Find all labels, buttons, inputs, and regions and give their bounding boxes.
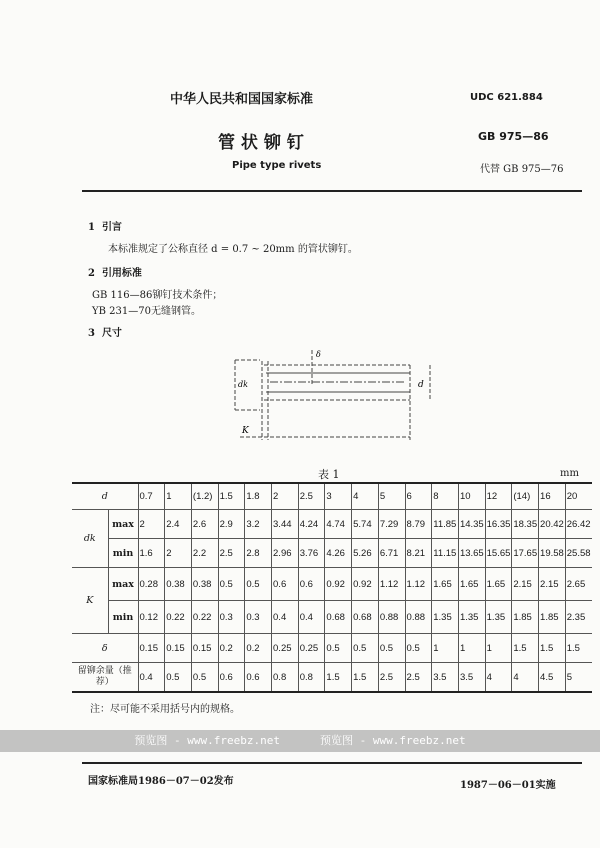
cell: 13.65 bbox=[458, 539, 485, 568]
cell: 2.5 bbox=[218, 539, 245, 568]
cell: 0.15 bbox=[138, 634, 165, 663]
cell: 0.12 bbox=[138, 601, 165, 634]
k-header: K bbox=[72, 568, 108, 634]
cell: 1.5 bbox=[512, 634, 539, 663]
cell: 0.5 bbox=[245, 568, 272, 601]
max-label: max bbox=[108, 568, 138, 601]
cell: 16.35 bbox=[485, 510, 512, 539]
cell: 12 bbox=[485, 483, 512, 510]
cell: 18.35 bbox=[512, 510, 539, 539]
cell: 17.65 bbox=[512, 539, 539, 568]
max-label: max bbox=[108, 510, 138, 539]
reference-2: YB 231—70无缝钢管。 bbox=[92, 306, 201, 317]
effective-date: 1987－06－01实施 bbox=[460, 780, 556, 791]
cell: 4.26 bbox=[325, 539, 352, 568]
cell: 0.88 bbox=[405, 601, 432, 634]
cell: 5 bbox=[378, 483, 405, 510]
cell: 1.5 bbox=[539, 634, 566, 663]
cell: 26.42 bbox=[565, 510, 592, 539]
cell: 0.5 bbox=[378, 634, 405, 663]
cell: 0.28 bbox=[138, 568, 165, 601]
cell: 0.92 bbox=[352, 568, 379, 601]
table-row bbox=[72, 483, 592, 510]
table-row bbox=[72, 601, 592, 634]
cell: 1.12 bbox=[405, 568, 432, 601]
cell: 0.38 bbox=[191, 568, 218, 601]
min-label: min bbox=[108, 601, 138, 634]
section-1-body: 本标准规定了公称直径 d = 0.7 ~ 20mm 的管状铆钉。 bbox=[108, 244, 358, 255]
cell: 0.6 bbox=[272, 568, 299, 601]
cell: 0.4 bbox=[138, 663, 165, 693]
cell: 0.92 bbox=[325, 568, 352, 601]
cell: 1.6 bbox=[138, 539, 165, 568]
cell: 3.76 bbox=[298, 539, 325, 568]
cell: 1.5 bbox=[325, 663, 352, 693]
cell: 1 bbox=[165, 483, 192, 510]
cell: 0.15 bbox=[165, 634, 192, 663]
cell: 4.5 bbox=[539, 663, 566, 693]
cell: 2.15 bbox=[539, 568, 566, 601]
cell: 0.15 bbox=[191, 634, 218, 663]
cell: 1.5 bbox=[352, 663, 379, 693]
dk-dim-label: dk bbox=[238, 380, 248, 389]
cell: 0.5 bbox=[325, 634, 352, 663]
cell: 19.58 bbox=[539, 539, 566, 568]
cell: 1.65 bbox=[458, 568, 485, 601]
doc-title: 管 状 铆 钉 bbox=[218, 133, 304, 153]
table-note: 注：尽可能不采用括号内的规格。 bbox=[90, 704, 240, 715]
cell: 0.2 bbox=[245, 634, 272, 663]
cell: 8 bbox=[432, 483, 459, 510]
cell: 0.25 bbox=[298, 634, 325, 663]
cell: 15.65 bbox=[485, 539, 512, 568]
cell: 2.15 bbox=[512, 568, 539, 601]
cell: 0.5 bbox=[352, 634, 379, 663]
cell: 4.24 bbox=[298, 510, 325, 539]
cell: 0.5 bbox=[191, 663, 218, 693]
cell: 0.6 bbox=[298, 568, 325, 601]
cell: 0.3 bbox=[218, 601, 245, 634]
cell: 0.22 bbox=[165, 601, 192, 634]
rivet-drawing bbox=[230, 345, 440, 445]
cell: 2.8 bbox=[245, 539, 272, 568]
cell: 1.85 bbox=[512, 601, 539, 634]
allowance-header: 留铆余量（推荐） bbox=[72, 663, 138, 693]
cell: 3.44 bbox=[272, 510, 299, 539]
cell: 10 bbox=[458, 483, 485, 510]
watermark-band bbox=[0, 730, 600, 752]
delta-header: δ bbox=[72, 634, 138, 663]
cell: 6.71 bbox=[378, 539, 405, 568]
dk-header: dk bbox=[72, 510, 108, 568]
cell: 14.35 bbox=[458, 510, 485, 539]
cell: 0.22 bbox=[191, 601, 218, 634]
cell: 2.4 bbox=[165, 510, 192, 539]
cell: 1.5 bbox=[218, 483, 245, 510]
org-name: 中华人民共和国国家标准 bbox=[170, 92, 314, 107]
cell: 2.5 bbox=[298, 483, 325, 510]
cell: 1.35 bbox=[458, 601, 485, 634]
cell: 4.74 bbox=[325, 510, 352, 539]
issued-by: 国家标准局1986－07－02发布 bbox=[88, 776, 234, 787]
header-rule bbox=[82, 190, 582, 192]
cell: 0.68 bbox=[325, 601, 352, 634]
cell: 0.8 bbox=[272, 663, 299, 693]
table-row bbox=[72, 568, 592, 601]
cell: 0.5 bbox=[165, 663, 192, 693]
cell: (1.2) bbox=[191, 483, 218, 510]
cell: 2 bbox=[272, 483, 299, 510]
cell: 2.9 bbox=[218, 510, 245, 539]
cell: 1.65 bbox=[432, 568, 459, 601]
delta-dim-label: δ bbox=[316, 350, 321, 359]
cell: 0.4 bbox=[298, 601, 325, 634]
cell: 3.5 bbox=[458, 663, 485, 693]
cell: 0.25 bbox=[272, 634, 299, 663]
cell: 0.6 bbox=[218, 663, 245, 693]
cell: 1.12 bbox=[378, 568, 405, 601]
section-1-heading: 1 引言 bbox=[88, 222, 122, 233]
udc-code: UDC 621.884 bbox=[470, 92, 543, 103]
cell: (14) bbox=[512, 483, 539, 510]
cell: 1 bbox=[485, 634, 512, 663]
cell: 2.6 bbox=[191, 510, 218, 539]
cell: 2.2 bbox=[191, 539, 218, 568]
cell: 3.5 bbox=[432, 663, 459, 693]
cell: 1.35 bbox=[485, 601, 512, 634]
d-dim-label: d bbox=[418, 380, 424, 390]
english-title: Pipe type rivets bbox=[232, 160, 322, 171]
cell: 20 bbox=[565, 483, 592, 510]
cell: 2.65 bbox=[565, 568, 592, 601]
cell: 20.42 bbox=[539, 510, 566, 539]
cell: 0.8 bbox=[298, 663, 325, 693]
cell: 2 bbox=[138, 510, 165, 539]
cell: 4 bbox=[512, 663, 539, 693]
cell: 1.85 bbox=[539, 601, 566, 634]
cell: 0.38 bbox=[165, 568, 192, 601]
footer-rule bbox=[82, 762, 582, 764]
cell: 1 bbox=[432, 634, 459, 663]
cell: 0.6 bbox=[245, 663, 272, 693]
cell: 7.29 bbox=[378, 510, 405, 539]
cell: 8.21 bbox=[405, 539, 432, 568]
cell: 2 bbox=[165, 539, 192, 568]
cell: 0.68 bbox=[352, 601, 379, 634]
table-row bbox=[72, 539, 592, 568]
cell: 8.79 bbox=[405, 510, 432, 539]
cell: 2.96 bbox=[272, 539, 299, 568]
table-unit: mm bbox=[560, 468, 579, 479]
k-dim-label: K bbox=[242, 426, 249, 436]
cell: 3 bbox=[325, 483, 352, 510]
dimension-table bbox=[72, 482, 592, 693]
section-2-heading: 2 引用标准 bbox=[88, 268, 142, 279]
cell: 0.3 bbox=[245, 601, 272, 634]
cell: 0.7 bbox=[138, 483, 165, 510]
cell: 4 bbox=[352, 483, 379, 510]
cell: 5.74 bbox=[352, 510, 379, 539]
table-row bbox=[72, 510, 592, 539]
section-3-heading: 3 尺寸 bbox=[88, 328, 122, 339]
cell: 1.65 bbox=[485, 568, 512, 601]
watermark-text: 预览图 - www.freebz.net bbox=[134, 734, 280, 747]
table-row bbox=[72, 634, 592, 663]
cell: 11.85 bbox=[432, 510, 459, 539]
cell: 4 bbox=[485, 663, 512, 693]
cell: 0.2 bbox=[218, 634, 245, 663]
cell: 6 bbox=[405, 483, 432, 510]
replaces-note: 代替 GB 975—76 bbox=[480, 164, 564, 175]
reference-1: GB 116—86铆钉技术条件； bbox=[92, 290, 223, 301]
cell: 16 bbox=[539, 483, 566, 510]
cell: 11.15 bbox=[432, 539, 459, 568]
cell: 0.5 bbox=[405, 634, 432, 663]
cell: 0.5 bbox=[218, 568, 245, 601]
d-header: d bbox=[72, 483, 138, 510]
cell: 2.5 bbox=[405, 663, 432, 693]
table-row bbox=[72, 663, 592, 693]
watermark-text: 预览图 - www.freebz.net bbox=[320, 734, 466, 747]
cell: 1.35 bbox=[432, 601, 459, 634]
cell: 2.5 bbox=[378, 663, 405, 693]
cell: 0.4 bbox=[272, 601, 299, 634]
cell: 0.88 bbox=[378, 601, 405, 634]
cell: 1.8 bbox=[245, 483, 272, 510]
cell: 5 bbox=[565, 663, 592, 693]
table-caption: 表 1 bbox=[318, 468, 340, 481]
cell: 3.2 bbox=[245, 510, 272, 539]
cell: 1.5 bbox=[565, 634, 592, 663]
cell: 5.26 bbox=[352, 539, 379, 568]
cell: 2.35 bbox=[565, 601, 592, 634]
min-label: min bbox=[108, 539, 138, 568]
gb-number: GB 975—86 bbox=[478, 130, 549, 143]
cell: 1 bbox=[458, 634, 485, 663]
cell: 25.58 bbox=[565, 539, 592, 568]
